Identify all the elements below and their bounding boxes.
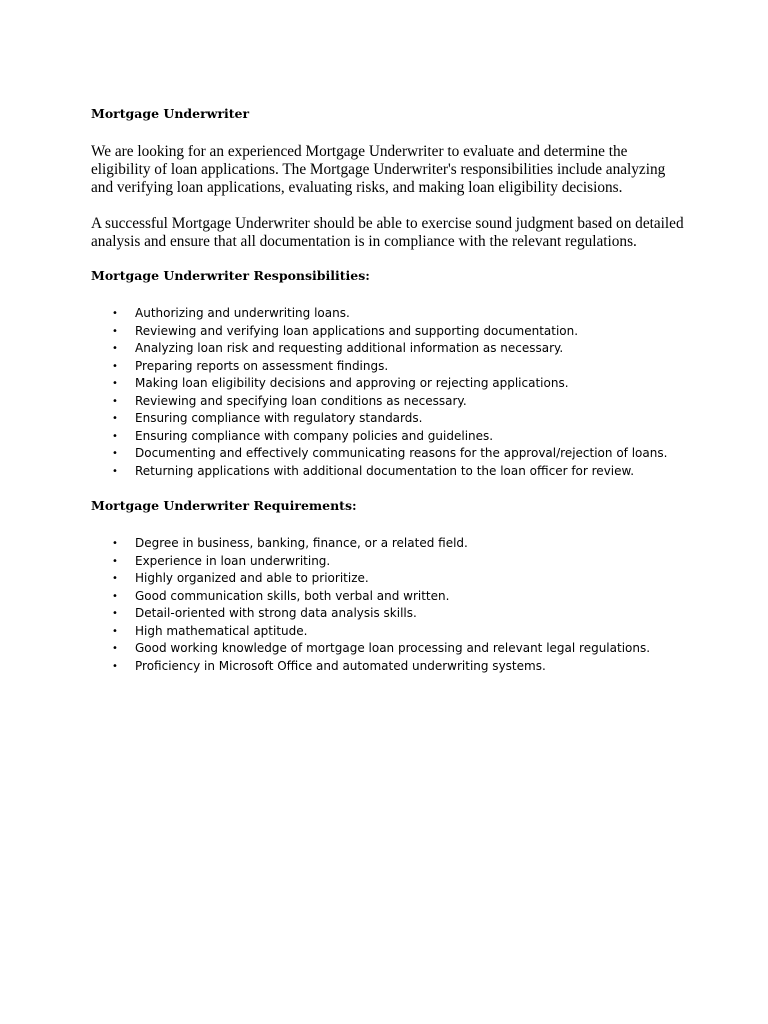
bullet-icon: • [112, 538, 118, 549]
list-item [91, 375, 667, 393]
bullet-icon: • [112, 395, 118, 407]
bullet-icon: • [112, 378, 118, 389]
bullet-icon: • [112, 555, 118, 567]
list-item [91, 658, 650, 676]
list-item [91, 393, 667, 411]
list-item [91, 535, 650, 553]
responsibility-text: Ensuring compliance with regulatory standards. [135, 411, 423, 425]
requirement-text: Experience in loan underwriting. [135, 553, 331, 568]
list-item [91, 428, 667, 446]
bullet-icon: • [112, 573, 118, 584]
list-item [91, 553, 650, 571]
bullet-icon: • [112, 343, 118, 354]
list-item [91, 640, 650, 658]
requirement-text: Degree in business, banking, finance, or a related field. [135, 536, 468, 550]
list-item [91, 445, 667, 463]
intro-paragraph-line: We are looking for an experienced Mortgage Underwriter to evaluate and determine the [91, 143, 628, 160]
responsibility-text: Preparing reports on assessment findings. [135, 358, 389, 373]
list-item [91, 588, 650, 606]
intro-paragraph-line: and verifying loan applications, evaluating risks, and making loan eligibility decisions. [91, 179, 623, 196]
responsibility-text: Reviewing and specifying loan conditions as necessary. [135, 393, 467, 408]
bullet-icon: • [112, 413, 118, 424]
list-item [91, 340, 667, 358]
bullet-icon: • [112, 448, 118, 459]
responsibility-text: Returning applications with additional documentation to the loan officer for review. [135, 463, 635, 478]
second-paragraph-line: A successful Mortgage Underwriter should be able to exercise sound judgment based on detailed [91, 215, 684, 232]
responsibilities-list [91, 305, 667, 480]
list-item [91, 623, 650, 641]
requirements-heading: Mortgage Underwriter Requirements: [91, 498, 357, 513]
list-item [91, 605, 650, 623]
responsibility-text: Documenting and effectively communicating reasons for the approval/rejection of loans. [135, 446, 668, 460]
bullet-icon: • [112, 308, 118, 319]
list-item [91, 358, 667, 376]
second-paragraph-line: analysis and ensure that all documentation is in compliance with the relevant regulations. [91, 233, 637, 250]
bullet-icon: • [112, 608, 118, 619]
list-item [91, 570, 650, 588]
requirement-text: Detail-oriented with strong data analysis skills. [135, 606, 417, 620]
document-title: Mortgage Underwriter [91, 106, 250, 121]
responsibility-text: Analyzing loan risk and requesting additional information as necessary. [135, 341, 564, 355]
list-item [91, 463, 667, 481]
responsibility-text: Ensuring compliance with company policies and guidelines. [135, 428, 494, 443]
requirement-text: Good working knowledge of mortgage loan processing and relevant legal regulations. [135, 641, 651, 655]
bullet-icon: • [112, 643, 118, 654]
bullet-icon: • [112, 590, 118, 602]
bullet-icon: • [112, 660, 118, 672]
requirements-list [91, 535, 650, 675]
responsibility-text: Making loan eligibility decisions and approving or rejecting applications. [135, 376, 569, 390]
responsibilities-heading: Mortgage Underwriter Responsibilities: [91, 268, 370, 283]
responsibility-text: Reviewing and verifying loan applications and supporting documentation. [135, 323, 579, 338]
bullet-icon: • [112, 430, 118, 442]
list-item [91, 410, 667, 428]
intro-paragraph-line: eligibility of loan applications. The Mortgage Underwriter's responsibilities include analyzing [91, 161, 666, 178]
bullet-icon: • [112, 360, 118, 372]
requirement-text: Good communication skills, both verbal and written. [135, 588, 450, 603]
requirement-text: Proficiency in Microsoft Office and automated underwriting systems. [135, 658, 546, 673]
bullet-icon: • [112, 625, 118, 637]
intro-paragraph [91, 143, 691, 197]
list-item [91, 323, 667, 341]
requirement-text: High mathematical aptitude. [135, 623, 308, 638]
responsibility-text: Authorizing and underwriting loans. [135, 306, 350, 320]
bullet-icon: • [112, 325, 118, 337]
bullet-icon: • [112, 465, 118, 477]
requirement-text: Highly organized and able to prioritize. [135, 571, 369, 585]
list-item [91, 305, 667, 323]
second-paragraph [91, 215, 691, 251]
